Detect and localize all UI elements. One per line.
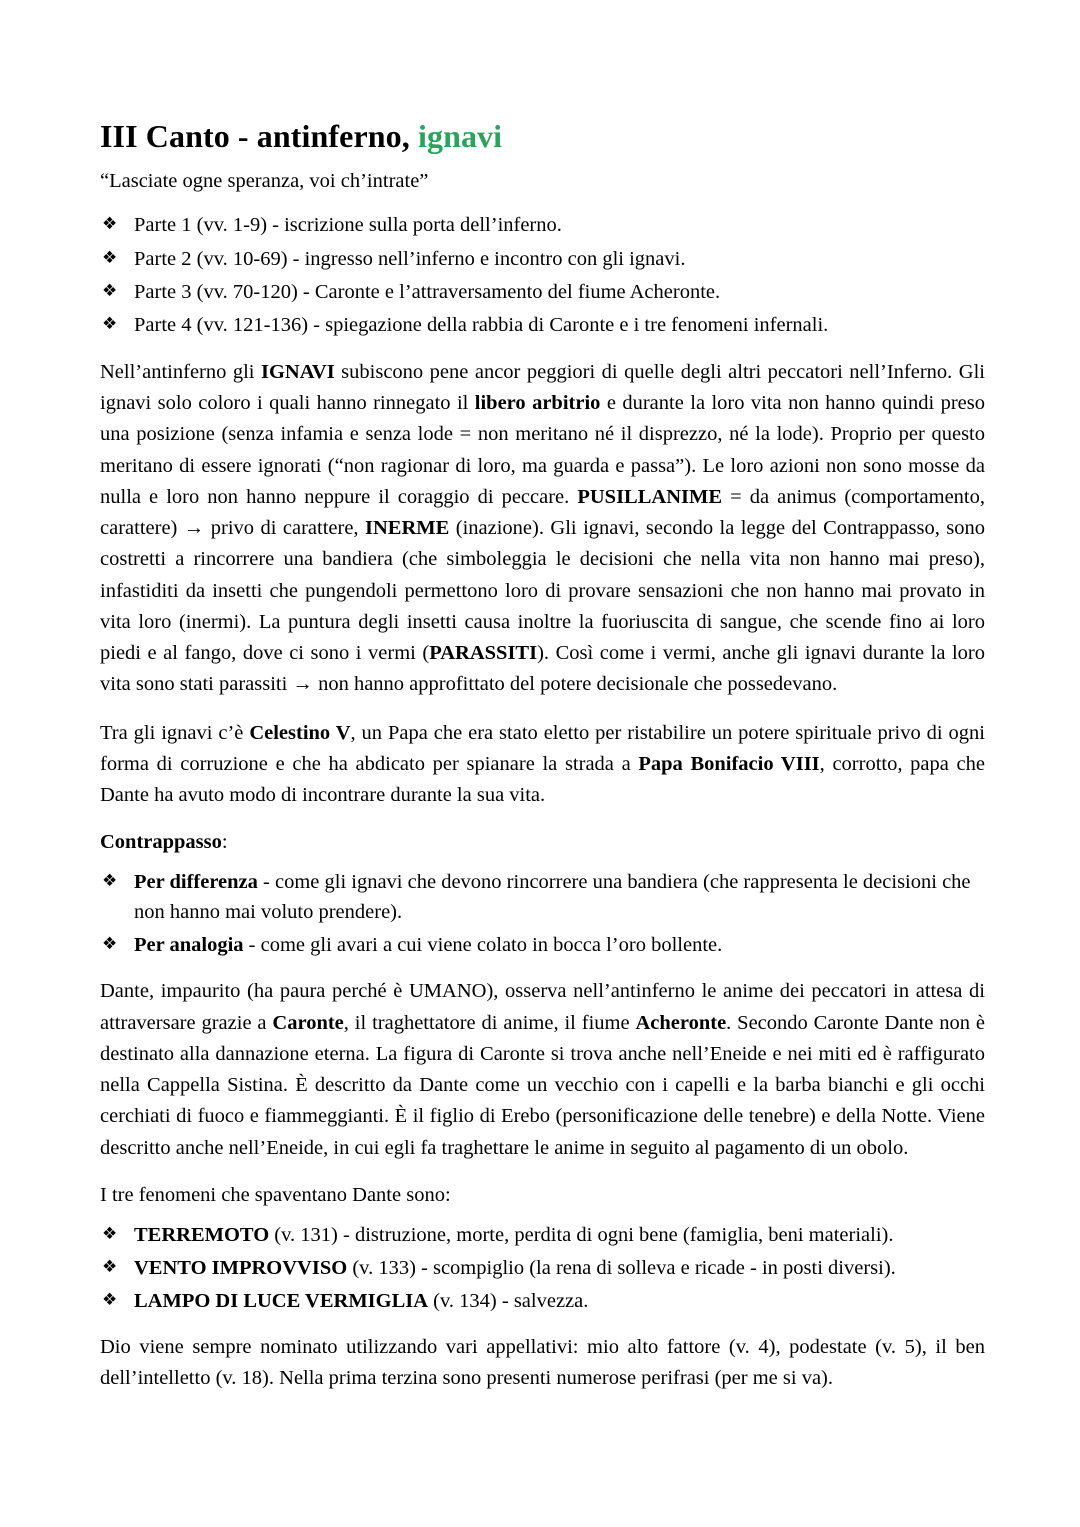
fenomeni-intro: I tre fenomeni che spaventano Dante sono: bbox=[100, 1183, 451, 1206]
canto-structure-list bbox=[100, 210, 985, 340]
list-item bbox=[100, 310, 985, 340]
list-item bbox=[100, 1253, 985, 1283]
emphasis-celestino-v: Celestino V bbox=[249, 721, 351, 744]
diamond-bullet-icon: ❖ bbox=[102, 1289, 118, 1310]
diamond-bullet-icon: ❖ bbox=[102, 871, 118, 892]
list-item-term: LAMPO DI LUCE VERMIGLIA bbox=[134, 1289, 429, 1312]
emphasis-pusillanime: PUSILLANIME bbox=[577, 485, 723, 508]
epigraph-quote: “Lasciate ogne speranza, voi ch’intrate” bbox=[100, 169, 429, 192]
emphasis-papa-bonifacio-viii: Papa Bonifacio VIII bbox=[638, 752, 820, 775]
contrappasso-heading bbox=[100, 828, 985, 857]
list-item-label: Parte 2 (vv. 10-69) - ingresso nell’inferno e incontro con gli ignavi. bbox=[134, 247, 686, 270]
list-item-label: (v. 131) - distruzione, morte, perdita di ogni bene (famiglia, beni materiali). bbox=[269, 1223, 894, 1246]
list-item bbox=[100, 867, 985, 927]
text-run: (inazione). Gli ignavi, secondo la legge del Contrappasso, sono costretti a rincorrere una bandiera (che simboleggia le decisioni che nella vita non hanno mai preso), infastiditi da insetti che pungendoli permettono loro di provare sensazioni che non hanno mai provato in vita loro (inermi). La puntura degli insetti causa inoltre la fuoriuscita di sangue, che scende fino ai loro piedi e al fango, dove ci sono i vermi ( bbox=[100, 517, 986, 665]
text-run: Nell’antinferno gli bbox=[100, 360, 261, 383]
list-item-label: - come gli ignavi che devono rincorrere una bandiera (che rappresenta le decisioni che non hanno mai voluto prendere). bbox=[134, 871, 971, 924]
list-item bbox=[100, 244, 985, 274]
paragraph-closing: Dio viene sempre nominato utilizzando vari appellativi: mio alto fattore (v. 4), podestate (v. 5), il ben dell’intelletto (v. 18). Nella prima terzina sono presenti numerose perifrasi (per me si va). bbox=[100, 1336, 985, 1390]
diamond-bullet-icon: ❖ bbox=[102, 214, 118, 235]
text-run: Tra gli ignavi c’è bbox=[100, 721, 250, 744]
diamond-bullet-icon: ❖ bbox=[102, 313, 118, 334]
emphasis-acheronte: Acheronte bbox=[635, 1011, 727, 1034]
paragraph-ignavi bbox=[100, 357, 985, 701]
list-item-label: (v. 134) - salvezza. bbox=[428, 1289, 589, 1312]
contrappasso-heading-label: Contrappasso bbox=[100, 831, 222, 854]
diamond-bullet-icon: ❖ bbox=[102, 280, 118, 301]
text-run: Dante, impaurito (ha paura perché è UMANO), osserva nell’antinferno le anime dei peccatori in attesa di attraversare grazie a bbox=[100, 980, 985, 1034]
list-item bbox=[100, 1220, 985, 1250]
list-item-label: (v. 133) - scompiglio (la rena di solleva e ricade - in posti diversi). bbox=[347, 1256, 896, 1279]
emphasis-parassiti: PARASSITI bbox=[429, 642, 538, 665]
paragraph-caronte bbox=[100, 976, 985, 1164]
list-item-label: Parte 1 (vv. 1-9) - iscrizione sulla porta dell’inferno. bbox=[134, 214, 562, 237]
list-item-term: VENTO IMPROVVISO bbox=[134, 1256, 348, 1279]
diamond-bullet-icon: ❖ bbox=[102, 1223, 118, 1244]
text-run: , un Papa che era stato eletto per ristabilire un potere spirituale privo di ogni forma di corruzione e che ha abdicato per spianare la strada a bbox=[100, 721, 985, 775]
paragraph-celestino bbox=[100, 718, 985, 812]
text-run: = da animus (comportamento, carattere) → privo di carattere, bbox=[100, 485, 985, 540]
emphasis-ignavi: IGNAVI bbox=[261, 360, 335, 383]
fenomeni-list bbox=[100, 1220, 985, 1316]
text-run: , il traghettatore di anime, il fiume bbox=[343, 1011, 636, 1034]
diamond-bullet-icon: ❖ bbox=[102, 934, 118, 955]
text-run: : bbox=[221, 831, 228, 854]
emphasis-inerme: INERME bbox=[365, 517, 450, 540]
page-title bbox=[100, 118, 985, 156]
text-run: subiscono pene ancor peggiori di quelle degli altri peccatori nell’Inferno. Gli ignavi solo coloro i quali hanno rinnegato il bbox=[100, 360, 985, 415]
list-item-term: Per analogia bbox=[134, 934, 244, 957]
text-run: . Secondo Caronte Dante non è destinato alla dannazione eterna. La figura di Caronte si trova anche nell’Eneide e nei miti ed è raffigurato nella Cappella Sistina. È descritto da Dante come un vecchio con i capelli e la barba bianchi e gli occhi cerchiati di fuoco e fiammeggianti. È il figlio di Erebo (personificazione delle tenebre) e della Notte. Viene descritto anche nell’Eneide, in cui egli fa traghettare le anime in seguito al pagamento di un obolo. bbox=[100, 1011, 986, 1159]
emphasis-caronte: Caronte bbox=[272, 1011, 344, 1034]
list-item bbox=[100, 930, 985, 960]
page-title-main: III Canto - antinferno, bbox=[100, 118, 418, 154]
list-item-term: Per differenza bbox=[134, 871, 258, 894]
list-item-label: - come gli avari a cui viene colato in bocca l’oro bollente. bbox=[243, 934, 723, 957]
diamond-bullet-icon: ❖ bbox=[102, 247, 118, 268]
text-run: ). Così come i vermi, anche gli ignavi durante la loro vita sono stati parassiti → non hanno approfittato del potere decisionale che possedevano. bbox=[100, 642, 985, 696]
list-item-label: Parte 4 (vv. 121-136) - spiegazione della rabbia di Caronte e i tre fenomeni infernali. bbox=[134, 313, 829, 336]
contrappasso-list bbox=[100, 867, 985, 960]
page-title-accent: ignavi bbox=[417, 118, 503, 154]
list-item bbox=[100, 210, 985, 240]
text-run: , corrotto, papa che Dante ha avuto modo di incontrare durante la sua vita. bbox=[100, 752, 985, 807]
list-item-term: TERREMOTO bbox=[134, 1223, 270, 1246]
list-item bbox=[100, 1286, 985, 1316]
diamond-bullet-icon: ❖ bbox=[102, 1256, 118, 1277]
emphasis-libero-arbitrio: libero arbitrio bbox=[474, 392, 601, 415]
text-run: e durante la loro vita non hanno quindi preso una posizione (senza infamia e senza lode = non meritano né il disprezzo, né la lode). Proprio per questo meritano di essere ignorati (“non ragionar di loro, ma guarda e passa”). Le loro azioni non sono mosse da nulla e loro non hanno neppure il coraggio di peccare. bbox=[100, 392, 985, 508]
list-item-label: Parte 3 (vv. 70-120) - Caronte e l’attraversamento del fiume Acheronte. bbox=[134, 280, 721, 303]
list-item bbox=[100, 277, 985, 307]
